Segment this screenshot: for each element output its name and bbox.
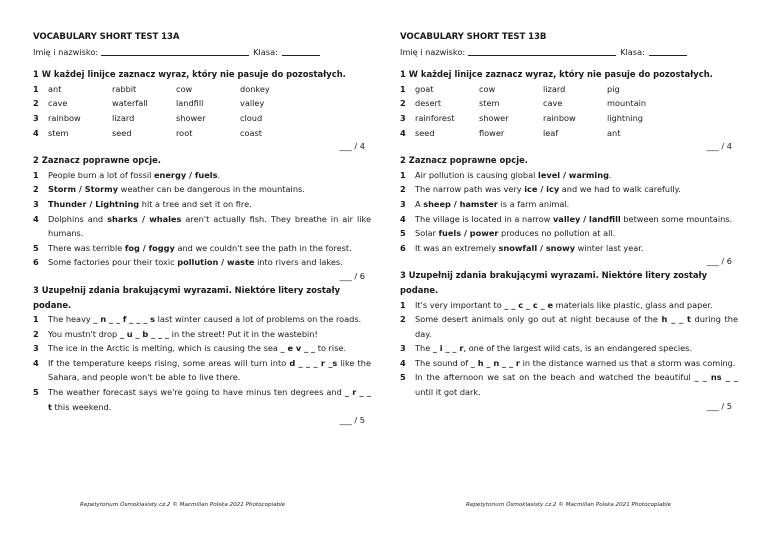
item-text [48, 356, 373, 385]
item-number: 2 [33, 98, 39, 109]
answer-options[interactable]: Storm / Stormy [48, 184, 119, 195]
item-text [415, 182, 740, 197]
exercise-item [33, 168, 373, 183]
sentence-text: winter last year. [575, 242, 644, 253]
item-number: 4 [400, 213, 406, 224]
item-text [415, 356, 740, 371]
sentence-text: In the afternoon we sat on the beach and watched the beautiful [415, 372, 695, 383]
item-number: 5 [33, 242, 39, 253]
exercise-item [33, 241, 373, 256]
gap-fill[interactable]: _ _ ns _ _ [694, 372, 738, 383]
item-text [415, 341, 740, 356]
item-number: 2 [33, 184, 39, 195]
section-1-rows [400, 82, 740, 140]
exercise-item [33, 197, 373, 212]
item-number: 5 [33, 387, 39, 398]
answer-options[interactable]: snowfall / snowy [498, 242, 576, 253]
sentence-text: , one of the largest wild cats, is an endangered species. [463, 343, 693, 354]
word-row [400, 126, 740, 141]
name-class-row [400, 45, 740, 60]
word-row [400, 111, 740, 126]
sentence-text: If the temperature keeps rising, some areas will turn into [48, 357, 290, 368]
sentence-text: between some mountains. [620, 213, 733, 224]
word-option[interactable]: stem [48, 127, 69, 138]
item-number: 4 [33, 357, 39, 368]
word-option[interactable]: cave [48, 98, 68, 109]
word-option[interactable]: lightning [607, 112, 643, 123]
item-number: 2 [33, 328, 39, 339]
item-text [48, 241, 373, 256]
sentence-text: The narrow path was very [415, 184, 525, 195]
word-option[interactable]: rainbow [543, 112, 576, 123]
word-option[interactable]: seed [112, 127, 132, 138]
sentence-text: aren't actually fish. They breathe in air like humans. [48, 213, 371, 239]
item-number: 1 [33, 314, 39, 325]
item-number: 4 [400, 357, 406, 368]
gap-fill[interactable]: _ e v _ _ [280, 343, 316, 354]
exercise-item [33, 312, 373, 327]
sentence-text: Some factories pour their toxic [48, 257, 178, 268]
section-3-items [33, 312, 373, 414]
word-option[interactable]: desert [415, 98, 442, 109]
word-row [400, 82, 740, 97]
sentence-text: produces no pollution at all. [498, 228, 616, 239]
item-number: 2 [400, 98, 406, 109]
sentence-text: and we had to walk carefully. [559, 184, 681, 195]
word-option[interactable]: rainforest [415, 112, 455, 123]
item-number: 1 [400, 83, 406, 94]
item-text [48, 212, 373, 241]
sentence-text: Some desert animals only go out at night because of the [415, 314, 662, 325]
sentence-text: into rivers and lakes. [254, 257, 343, 268]
answer-options[interactable]: fuels / power [438, 228, 499, 239]
exercise-item [33, 182, 373, 197]
exercise-item [400, 168, 740, 183]
exercise-item [400, 182, 740, 197]
item-text [415, 298, 740, 313]
item-number: 3 [33, 112, 39, 123]
item-text [48, 385, 373, 414]
item-number: 5 [400, 372, 406, 383]
item-number: 4 [33, 127, 39, 138]
word-option[interactable]: seed [415, 127, 435, 138]
sentence-text: this weekend. [51, 401, 112, 412]
answer-options[interactable]: Thunder / Lightning [48, 198, 140, 209]
section-3-items [400, 298, 740, 400]
item-text [415, 241, 740, 256]
sentence-text: like the Sahara, and people won't be able to live there. [48, 357, 371, 383]
class-blank[interactable] [282, 45, 320, 56]
exercise-item [400, 197, 740, 212]
exercise-item [33, 212, 373, 241]
gap-fill[interactable]: d _ _ _ r _s [289, 357, 338, 368]
sentence-text: last winter caused a lot of problems on the roads. [155, 314, 362, 325]
test-title: VOCABULARY SHORT TEST 13B [400, 32, 547, 42]
sentence-text: A [415, 198, 424, 209]
name-blank[interactable] [101, 45, 249, 56]
sentence-text: materials like plastic, glass and paper. [553, 299, 713, 310]
word-option[interactable]: cloud [240, 112, 263, 123]
section-3-score: ___ / 5 [706, 400, 732, 411]
sentence-text: is a farm animal. [497, 198, 570, 209]
item-number: 4 [400, 127, 406, 138]
word-option[interactable]: donkey [240, 83, 270, 94]
sentence-text: The sound of [415, 357, 471, 368]
exercise-item [400, 356, 740, 371]
word-option[interactable]: stem [479, 98, 500, 109]
word-option[interactable]: shower [176, 112, 206, 123]
sentence-text: in the street! Put it in the wastebin! [169, 328, 318, 339]
item-text [415, 212, 740, 227]
answer-options[interactable]: energy / fuels [154, 169, 218, 180]
sentence-text: The village is located in a narrow [415, 213, 553, 224]
word-option[interactable]: goat [415, 83, 434, 94]
test-a [33, 30, 373, 427]
sentence-text: until it got dark. [415, 387, 481, 398]
item-number: 2 [400, 184, 406, 195]
sentence-text: The heavy [48, 314, 94, 325]
answer-options[interactable]: sharks / whales [107, 213, 182, 224]
section-2-items [33, 168, 373, 270]
sentence-text: during the day. [415, 314, 738, 339]
word-option[interactable]: lizard [112, 112, 135, 123]
word-option[interactable]: coast [240, 127, 263, 138]
exercise-item [400, 241, 740, 256]
answer-options[interactable]: pollution / waste [177, 257, 255, 268]
sentence-text: and we couldn't see the path in the forest. [174, 242, 352, 253]
item-text [415, 226, 740, 241]
word-option[interactable]: shower [479, 112, 509, 123]
footer-a: Repetytorium Ósmoklasisty cz.2 © Macmillan Polska 2021 Photocopiable [80, 502, 286, 508]
word-option[interactable]: root [176, 127, 193, 138]
footer-b: Repetytorium Ósmoklasisty cz.2 © Macmillan Polska 2021 Photocopiable [466, 502, 672, 508]
test-title: VOCABULARY SHORT TEST 13A [33, 32, 180, 42]
gap-fill[interactable]: _ h _ n _ _ r [470, 357, 520, 368]
sentence-text: People burn a lot of fossil [48, 169, 154, 180]
item-number: 3 [33, 198, 39, 209]
exercise-item [400, 226, 740, 241]
class-label: Klasa: [620, 46, 645, 57]
answer-options[interactable]: sheep / hamster [423, 198, 498, 209]
sentence-text: It's very important to [415, 299, 505, 310]
section-3-score: ___ / 5 [339, 415, 365, 426]
word-option[interactable]: cow [176, 83, 193, 94]
word-option[interactable]: rainbow [48, 112, 81, 123]
sentence-text: in the distance warned us that a storm was coming. [519, 357, 736, 368]
item-text [48, 312, 373, 327]
sentence-text: Air pollution is causing global [415, 169, 539, 180]
name-class-row [33, 45, 373, 60]
word-row [33, 82, 373, 97]
exercise-item [33, 341, 373, 356]
word-row [33, 111, 373, 126]
item-number: 1 [400, 169, 406, 180]
gap-fill[interactable]: _ r _ _ t [48, 387, 372, 412]
word-row [400, 96, 740, 111]
item-text [48, 327, 373, 342]
sentence-text: It was an extremely [415, 242, 499, 253]
answer-options[interactable]: valley / landfill [552, 213, 621, 224]
gap-fill[interactable]: h _ _ t [661, 314, 691, 325]
word-option[interactable]: cow [479, 83, 496, 94]
answer-options[interactable]: level / warming [538, 169, 609, 180]
test-b [400, 30, 740, 413]
item-number: 2 [400, 314, 406, 325]
exercise-item [33, 356, 373, 385]
item-text [48, 182, 373, 197]
exercise-item [400, 370, 740, 399]
section-1-rows [33, 82, 373, 140]
item-text [415, 197, 740, 212]
section-1-title: 1 W każdej linijce zaznacz wyraz, który nie pasuje do pozostałych. [33, 69, 346, 80]
item-text [415, 168, 740, 183]
exercise-item [33, 327, 373, 342]
gap-fill[interactable]: _ u _ b _ _ _ [119, 328, 170, 339]
word-option[interactable]: cave [543, 98, 563, 109]
sentence-text: . [608, 169, 612, 180]
word-option[interactable]: ant [48, 83, 62, 94]
item-number: 3 [400, 112, 406, 123]
word-option[interactable]: mountain [607, 98, 647, 109]
item-text [48, 168, 373, 183]
word-row [33, 126, 373, 141]
sentence-text: hit a tree and set it on fire. [139, 198, 252, 209]
word-option[interactable]: lizard [543, 83, 566, 94]
name-label: Imię i nazwisko: [33, 46, 99, 57]
item-number: 1 [33, 83, 39, 94]
item-text [415, 370, 740, 399]
word-option[interactable]: pig [607, 83, 620, 94]
section-3-title: 3 Uzupełnij zdania brakującymi wyrazami. Niektóre litery zostały podane. [400, 270, 708, 295]
item-number: 6 [33, 257, 39, 268]
sentence-text: to rise. [315, 343, 347, 354]
word-option[interactable]: waterfall [112, 98, 148, 109]
section-2-score: ___ / 6 [706, 256, 732, 267]
sentence-text: There was terrible [48, 242, 125, 253]
sentence-text: The ice in the Arctic is melting, which is causing the sea [48, 343, 281, 354]
sentence-text: . [217, 169, 221, 180]
item-number: 1 [400, 299, 406, 310]
section-1-score: ___ / 4 [706, 141, 732, 152]
exercise-item [400, 312, 740, 341]
sentence-text: weather can be dangerous in the mountains. [118, 184, 305, 195]
item-text [48, 255, 373, 270]
gap-fill[interactable]: _ _ c _ c _ e [504, 299, 554, 310]
exercise-item [33, 255, 373, 270]
class-blank[interactable] [649, 45, 687, 56]
sentence-text: Dolphins and [48, 213, 108, 224]
word-row [33, 96, 373, 111]
word-option[interactable]: landfill [176, 98, 204, 109]
section-2-title: 2 Zaznacz poprawne opcje. [33, 155, 161, 166]
sentence-text: The [415, 343, 433, 354]
word-option[interactable]: rabbit [112, 83, 137, 94]
item-text [48, 197, 373, 212]
sentence-text: You mustn't drop [48, 328, 120, 339]
section-1-title: 1 W każdej linijce zaznacz wyraz, który nie pasuje do pozostałych. [400, 69, 713, 80]
section-2-score: ___ / 6 [339, 270, 365, 281]
exercise-item [33, 385, 373, 414]
item-number: 4 [33, 213, 39, 224]
item-text [48, 341, 373, 356]
word-option[interactable]: flower [479, 127, 505, 138]
word-option[interactable]: ant [607, 127, 621, 138]
section-3-title: 3 Uzupełnij zdania brakującymi wyrazami. Niektóre litery zostały podane. [33, 284, 341, 310]
gap-fill[interactable]: _ i _ _ r [432, 343, 464, 354]
gap-fill[interactable]: _ n _ _ f _ _ _ s [93, 314, 156, 325]
item-number: 1 [33, 169, 39, 180]
class-label: Klasa: [253, 46, 278, 57]
answer-options[interactable]: ice / icy [524, 184, 560, 195]
item-number: 5 [400, 228, 406, 239]
item-number: 3 [400, 343, 406, 354]
exercise-item [400, 298, 740, 313]
item-number: 3 [33, 343, 39, 354]
exercise-item [400, 341, 740, 356]
name-label: Imię i nazwisko: [400, 46, 466, 57]
section-1-score: ___ / 4 [339, 141, 365, 152]
name-blank[interactable] [468, 45, 616, 56]
item-number: 6 [400, 242, 406, 253]
sentence-text: Solar [415, 228, 439, 239]
section-2-title: 2 Zaznacz poprawne opcje. [400, 155, 528, 166]
sentence-text: The weather forecast says we're going to have minus ten degrees and [48, 387, 345, 398]
item-text [415, 312, 740, 341]
section-2-items [400, 168, 740, 256]
word-option[interactable]: leaf [543, 127, 559, 138]
word-option[interactable]: valley [240, 98, 265, 109]
answer-options[interactable]: fog / foggy [124, 242, 175, 253]
exercise-item [400, 212, 740, 227]
item-number: 3 [400, 198, 406, 209]
